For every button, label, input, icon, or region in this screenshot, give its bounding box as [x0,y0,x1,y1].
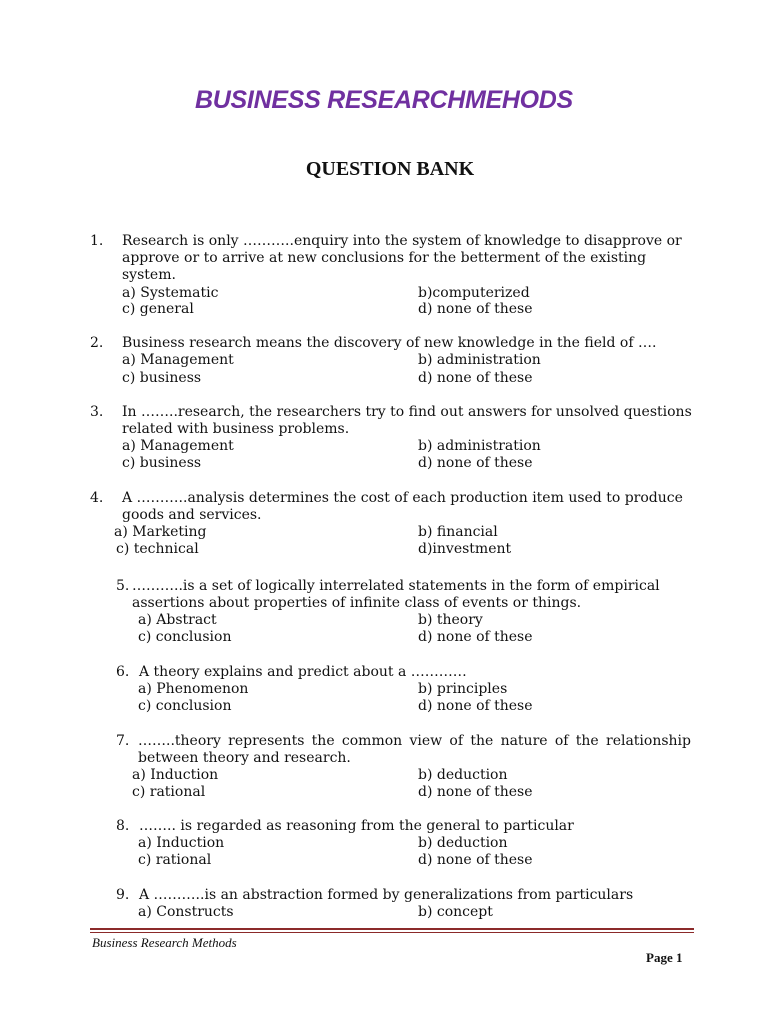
document-title: BUSINESS RESEARCHMEHODS [195,86,573,114]
option-d: d) none of these [418,301,533,317]
option-c: c) rational [138,852,212,868]
option-a: a) Constructs [138,904,234,920]
question-number: 7. [116,733,130,749]
option-b: b) financial [418,524,498,540]
question-text: ……..theory represents the common view of the nature of the relationship between theory and research. [138,733,691,766]
question-text: Business research means the discovery of new knowledge in the field of …. [122,335,657,351]
option-d: d) none of these [418,455,533,471]
option-c: c) conclusion [138,629,232,645]
question-text: ………..is a set of logically interrelated statements in the form of empirical assertions about properties of infinite class of events or things. [132,578,660,611]
question-number: 1. [90,233,104,249]
option-b: b) administration [418,438,541,454]
option-b: b) theory [418,612,483,628]
question-text: A theory explains and predict about a ………… [139,664,467,680]
option-b: b) deduction [418,767,508,783]
option-a: a) Abstract [138,612,217,628]
footer-divider [90,928,694,930]
option-b: b) concept [418,904,493,920]
option-a: a) Systematic [122,285,219,301]
option-d: d) none of these [418,629,533,645]
option-d: d) none of these [418,698,533,714]
question-number: 3. [90,404,104,420]
option-d: d) none of these [418,852,533,868]
question-text: …….. is regarded as reasoning from the general to particular [139,818,574,834]
option-c: c) rational [132,784,206,800]
option-a: a) Induction [138,835,225,851]
option-c: c) business [122,455,202,471]
option-a: a) Management [122,352,234,368]
question-text: In ……..research, the researchers try to find out answers for unsolved questions related with business problems. [122,404,692,437]
option-c: c) technical [116,541,199,557]
option-c: c) business [122,370,202,386]
option-a: a) Management [122,438,234,454]
footer-document-name: Business Research Methods [92,935,237,950]
option-d: d) none of these [418,370,533,386]
footer-divider [90,932,694,933]
question-number: 2. [90,335,104,351]
option-a: a) Phenomenon [138,681,249,697]
option-b: b) deduction [418,835,508,851]
option-d: d) none of these [418,784,533,800]
question-text: A ………..analysis determines the cost of each production item used to produce goods and services. [122,490,683,523]
option-a: a) Marketing [114,524,207,540]
question-number: 8. [116,818,130,834]
question-number: 6. [116,664,130,680]
question-text: A ………..is an abstraction formed by generalizations from particulars [139,887,634,903]
question-number: 4. [90,490,104,506]
option-c: c) general [122,301,194,317]
question-text: Research is only ………..enquiry into the system of knowledge to disapprove or approve or to arrive at new conclusions for the betterment of the existing system. [122,233,682,283]
option-b: b) administration [418,352,541,368]
document-subtitle: QUESTION BANK [305,158,475,180]
option-b: b)computerized [418,285,530,301]
question-number: 9. [116,887,130,903]
option-b: b) principles [418,681,508,697]
page-number: Page 1 [646,950,683,965]
option-a: a) Induction [132,767,219,783]
option-c: c) conclusion [138,698,232,714]
option-d: d)investment [418,541,512,557]
question-number: 5. [116,578,130,594]
